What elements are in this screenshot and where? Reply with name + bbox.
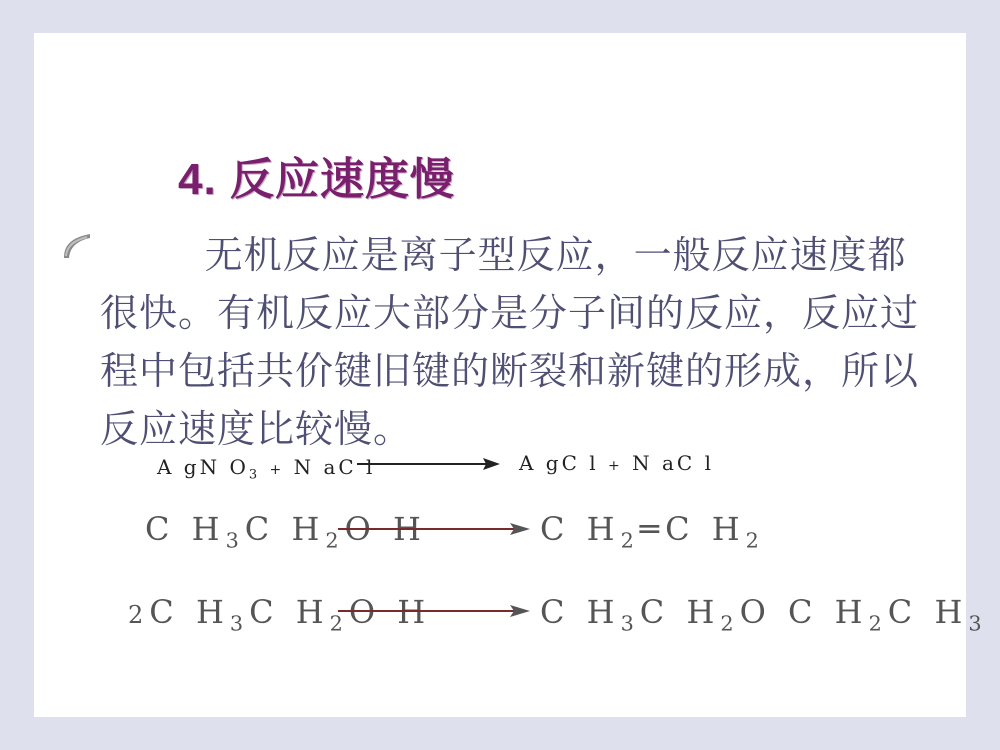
equation-1-products: A gC l + N aC l	[519, 451, 714, 475]
equation-2-reactant: C $H_3C$ $H_2O$ H	[145, 510, 427, 553]
body-paragraph: 无机反应是离子型反应，一般反应速度都很快。有机反应大部分是分子间的反应，反应过程中包括共价键旧键的断裂和新键的形成，所以反应速度比较慢。	[100, 233, 920, 451]
equation-2-product: C $H_2═C$ $H_2$	[540, 510, 765, 553]
reaction-arrow-1	[357, 456, 502, 472]
slide-title: 4. 反应速度慢	[178, 155, 455, 204]
curved-bullet-icon	[60, 228, 94, 262]
equation-3-reactant: 2C $H_3C$ $H_2O$ H	[128, 593, 432, 636]
reaction-arrow-3	[338, 602, 533, 620]
reaction-arrow-2	[338, 520, 533, 538]
equation-1-reactants: A gN $O_3 + N$ aC l	[157, 455, 376, 483]
equation-3-product: C $H_3C$ $H_2O$ C $H_2C$ $H_3$	[540, 593, 988, 636]
